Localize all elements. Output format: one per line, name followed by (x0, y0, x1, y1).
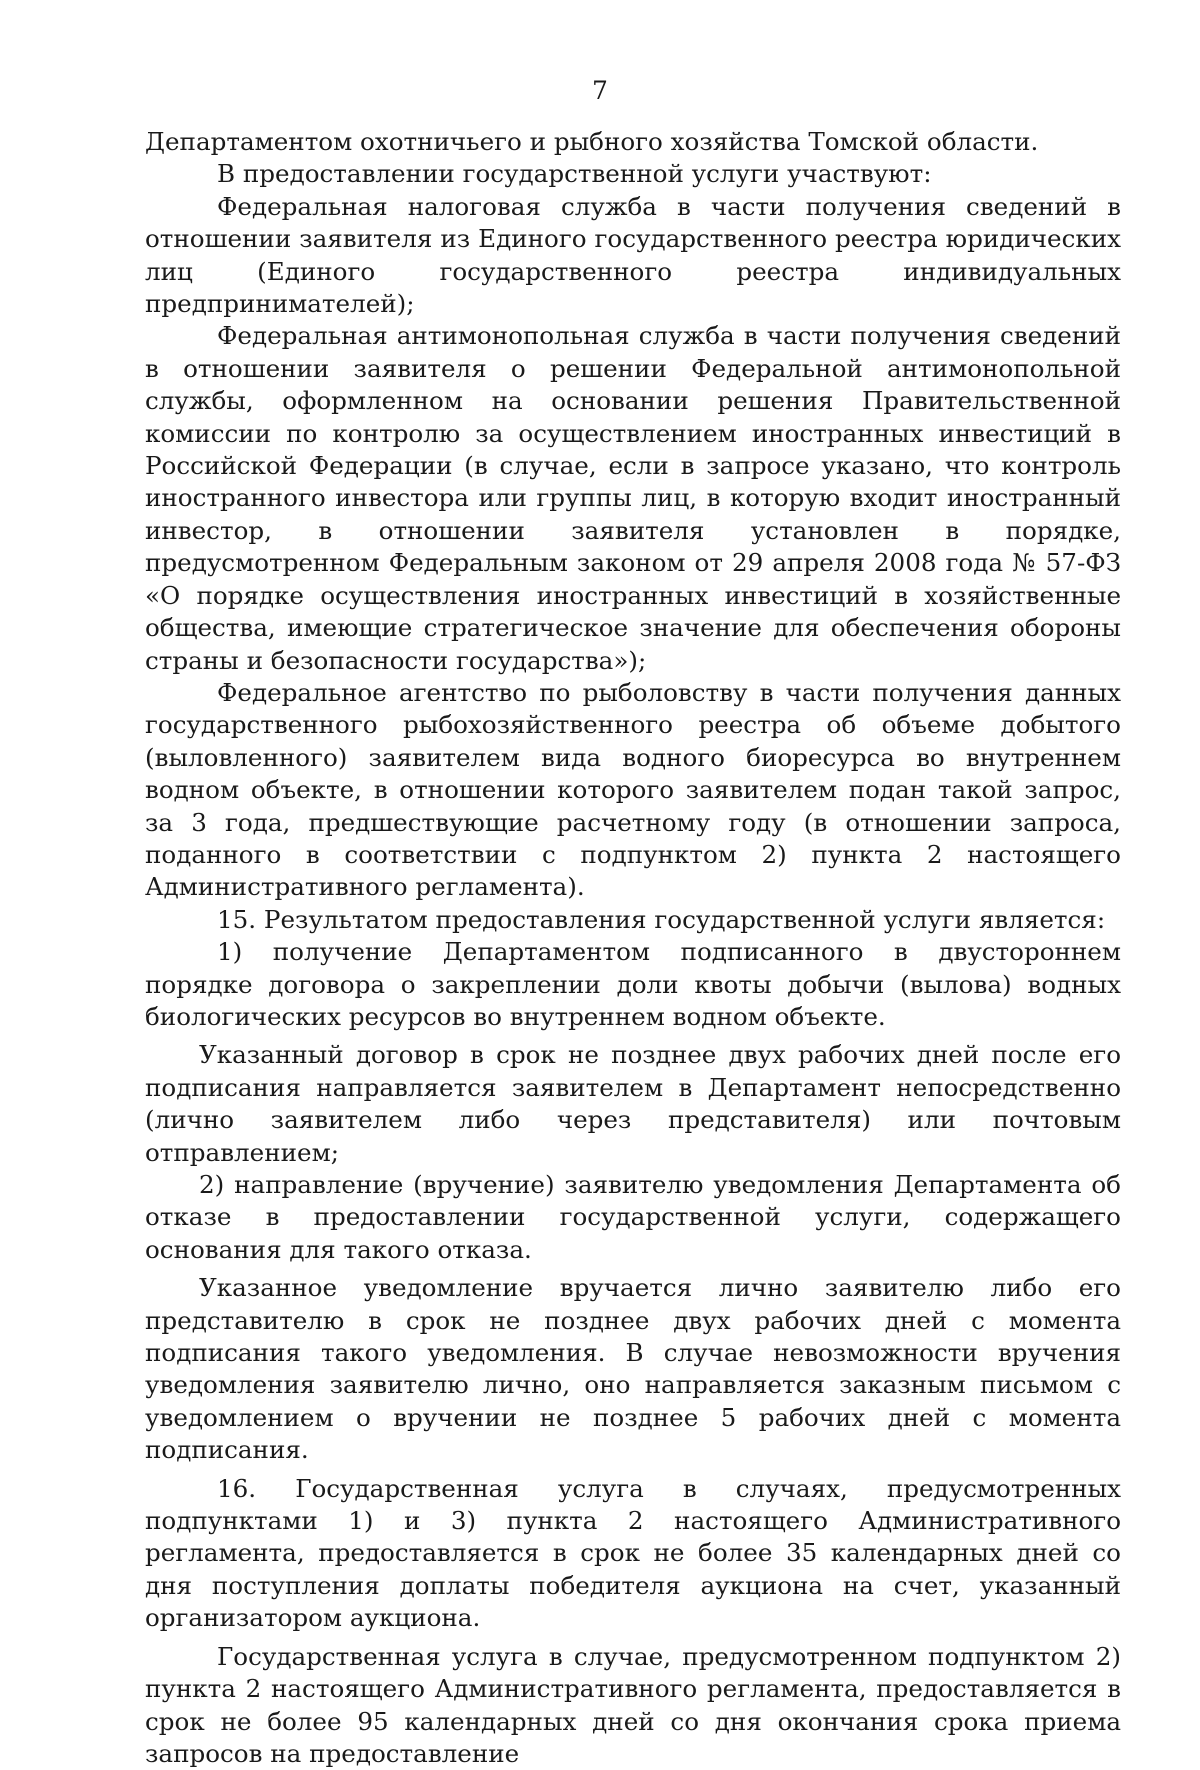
page-number: 7 (592, 76, 608, 105)
paragraph-tax-service: Федеральная налоговая служба в части получения сведений в отношении заявителя из Единого государственного реестра юридических лиц (Единого государственного реестра индивидуальных предпринимателей); (145, 191, 1121, 319)
paragraph-term-95-days: Государственная услуга в случае, предусмотренном подпунктом 2) пункта 2 настоящего Административного регламента, предоставляется в срок не более 95 календарных дней со дня окончания срока приема запросов на предоставление (145, 1641, 1121, 1768)
paragraph-result-1: 1) получение Департаментом подписанного в двустороннем порядке договора о закреплении доли квоты добычи (вылова) водных биологических ресурсов во внутреннем водном объекте. (145, 937, 1121, 1031)
paragraph-antimonopoly-service: Федеральная антимонопольная служба в части получения сведений в отношении заявителя о решении Федеральной антимонопольной службы, оформленном на основании решения Правительственной комиссии по контролю за осуществлением иностранных инвестиций в Российской Федерации (в случае, если в запросе указано, что контроль иностранного инвестора или группы лиц, в которую входит иностранный инвестор, в отношении заявителя установлен в порядке, предусмотренном Федеральным законом от 29 апреля 2008 года № 57-ФЗ «О порядке осуществления иностранных инвестиций в хозяйственные общества, имеющие стратегическое значение для обеспечения обороны страны и безопасности государства»); (145, 321, 1121, 675)
document-body (145, 126, 1121, 1770)
paragraph-item-16: 16. Государственная услуга в случаях, предусмотренных подпунктами 1) и 3) пункта 2 настоящего Административного регламента, предоставляется в срок не более 35 календарных дней со дня поступления доплаты победителя аукциона на счет, указанный организатором аукциона. (145, 1473, 1121, 1633)
paragraph-participants-intro: В предоставлении государственной услуги участвуют: (217, 159, 932, 189)
paragraph-item-15: 15. Результатом предоставления государственной услуги является: (217, 904, 1106, 934)
paragraph-notice-delivery: Указанное уведомление вручается лично заявителю либо его представителю в срок не позднее двух рабочих дней с момента подписания такого уведомления. В случае невозможности вручения уведомления заявителю лично, оно направляется заказным письмом с уведомлением о вручении не позднее 5 рабочих дней с момента подписания. (145, 1273, 1121, 1465)
paragraph-continuation: Департаментом охотничьего и рыбного хозяйства Томской области. (145, 127, 1039, 156)
paragraph-result-2: 2) направление (вручение) заявителю уведомления Департамента об отказе в предоставлении государственной услуги, содержащего основания для такого отказа. (145, 1170, 1121, 1264)
paragraph-fishery-agency: Федеральное агентство по рыболовству в части получения данных государственного рыбохозяйственного реестра об объеме добытого (выловленного) заявителем вида водного биоресурса во внутреннем водном объекте, в отношении которого заявителем подан такой запрос, за 3 года, предшествующие расчетному году (в отношении запроса, поданного в соответствии с подпунктом 2) пункта 2 настоящего Административного регламента). (145, 677, 1121, 902)
paragraph-contract-delivery: Указанный договор в срок не позднее двух рабочих дней после его подписания направляется заявителем в Департамент непосредственно (лично заявителем либо через представителя) или почтовым отправлением; (145, 1040, 1121, 1167)
